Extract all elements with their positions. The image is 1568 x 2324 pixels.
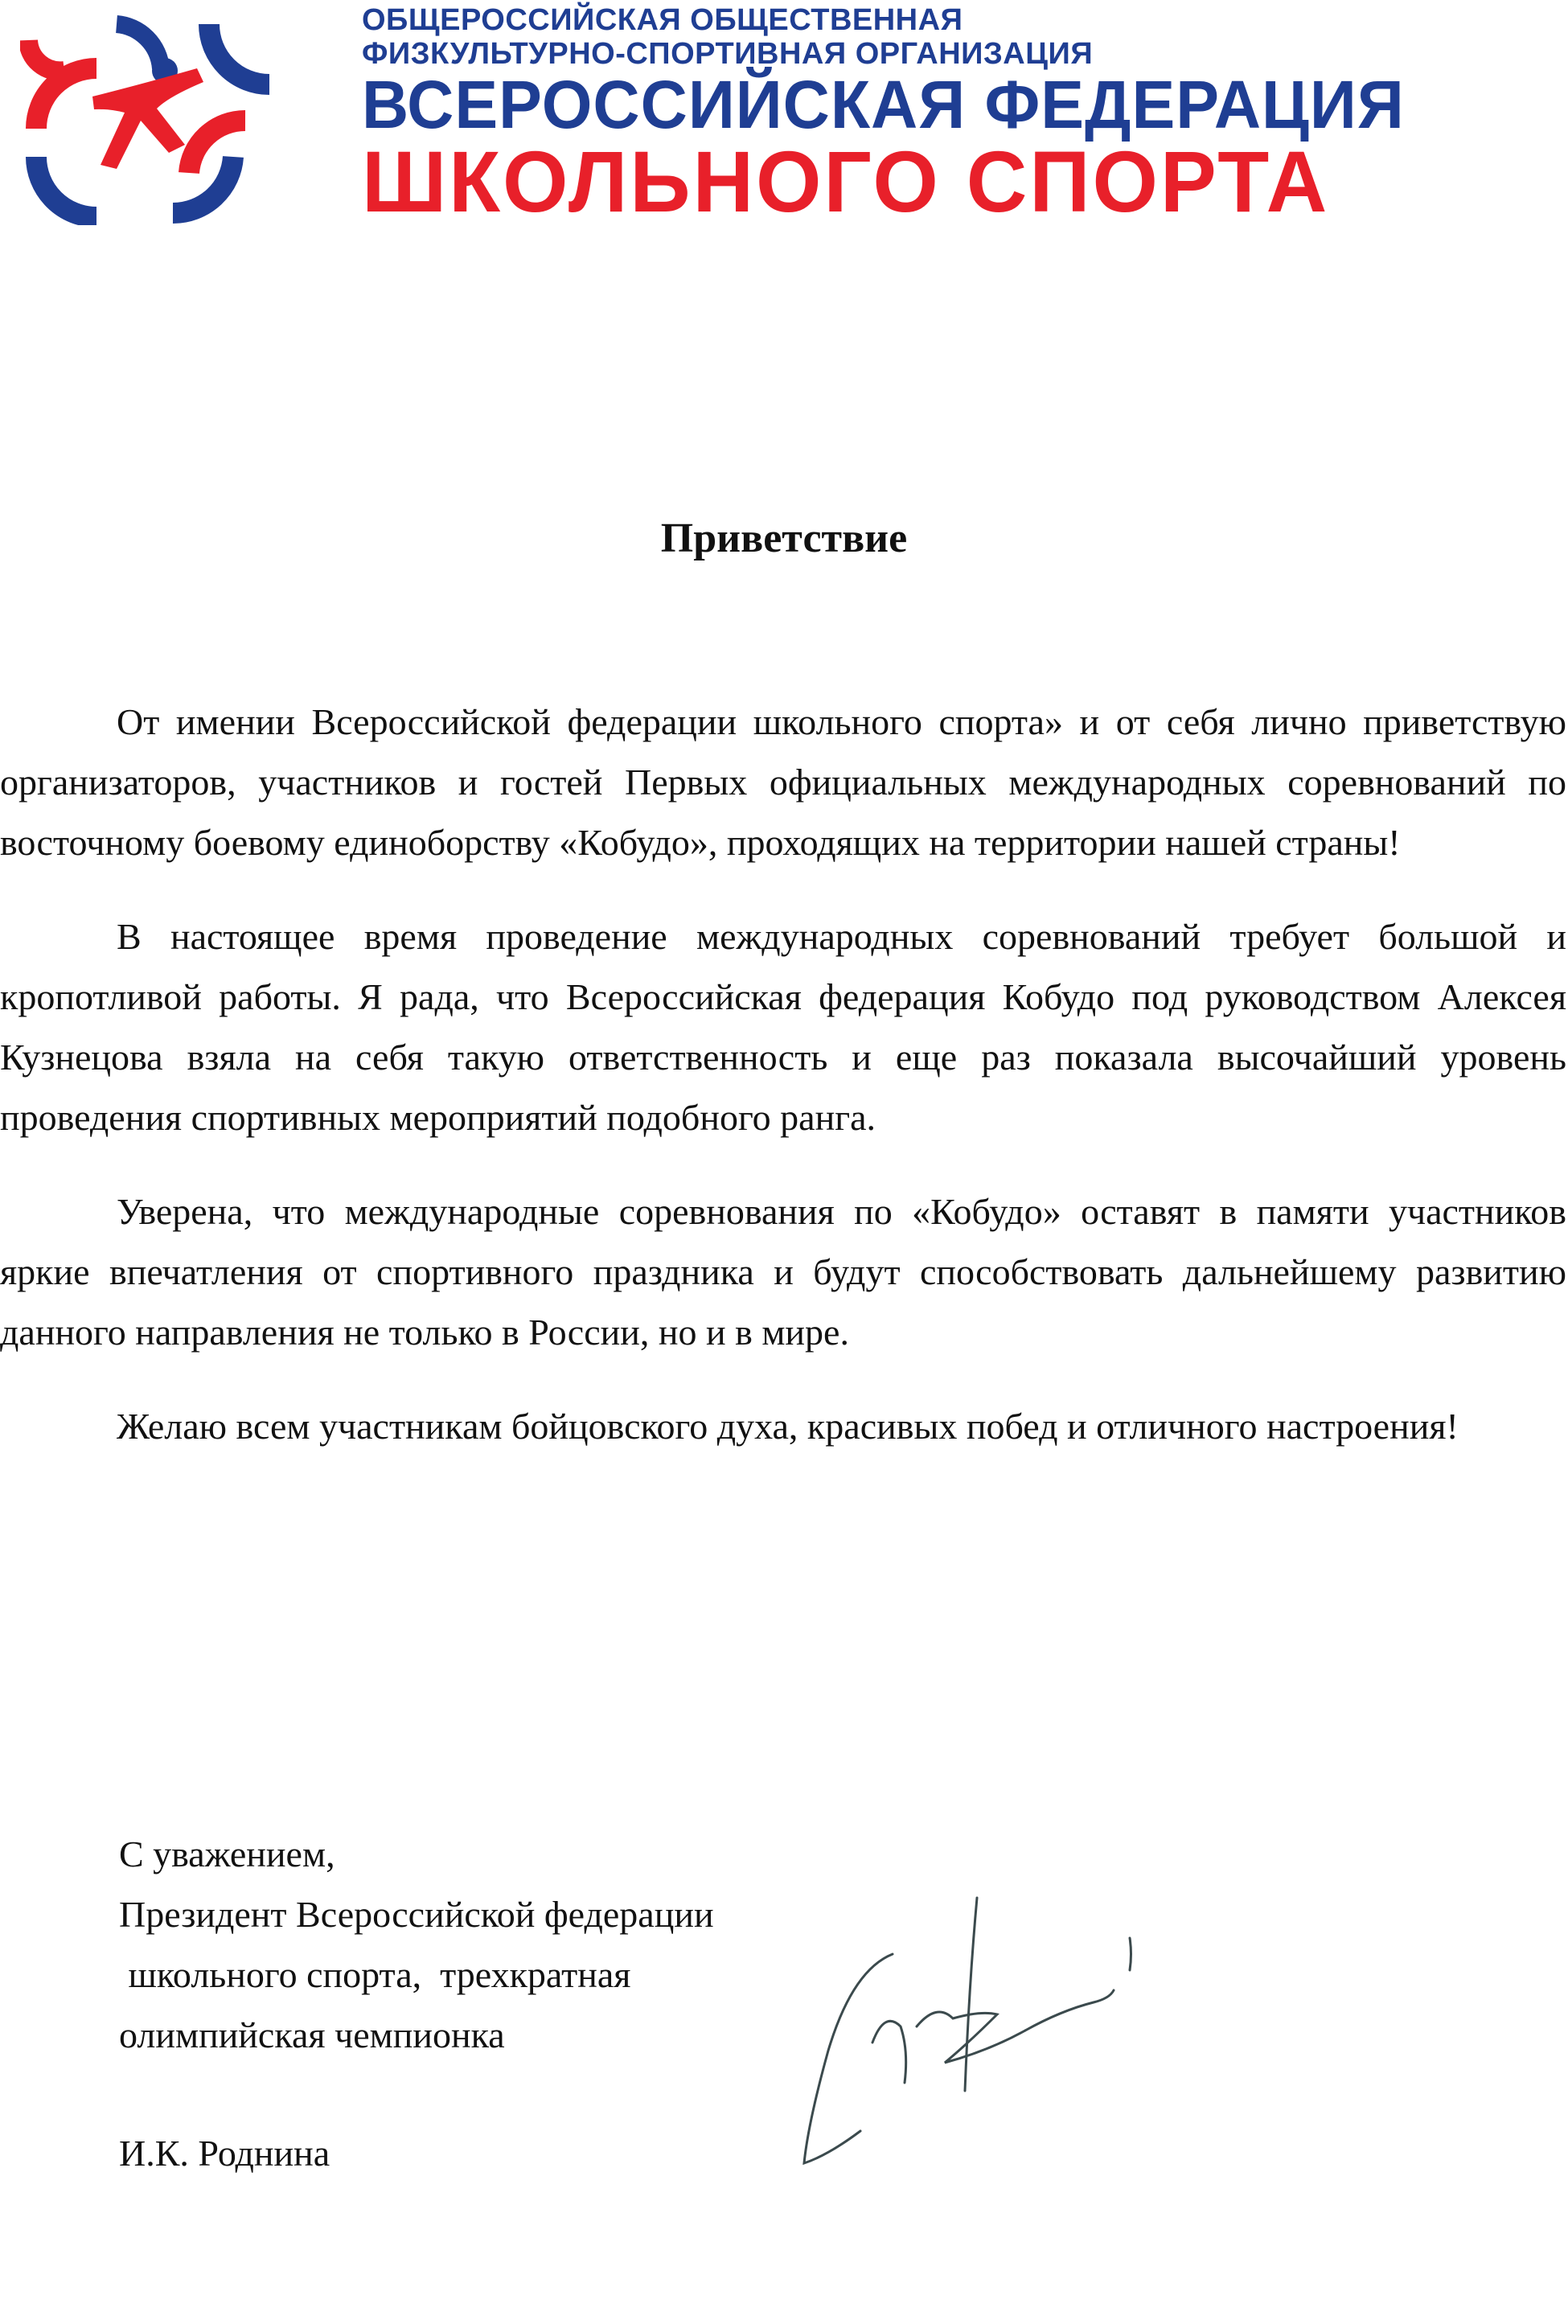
body-paragraph-wishes: Желаю всем участникам бойцовского духа, красивых побед и отличного настроения!: [117, 1406, 1459, 1447]
closing-phrase: С уважением,: [119, 1833, 335, 1874]
school-sport-federation-emblem-icon: [20, 8, 285, 225]
handwritten-signature-icon: [796, 1890, 1214, 2211]
signer-position-line-1: Президент Всероссийской федерации: [119, 1894, 714, 1935]
signature-block: [119, 1824, 714, 2065]
signer-position-line-3: олимпийская чемпионка: [119, 2014, 505, 2055]
org-type-line-2: ФИЗКУЛЬТУРНО-СПОРТИВНАЯ ОРГАНИЗАЦИЯ: [362, 37, 1094, 71]
body-paragraph: В настоящее время проведение международных соревнований требует большой и кропотливой работы. Я рада, что Всероссийская федерация Кобудо под руководством Алексея Кузнецова взяла на себя такую ответственность и еще раз показала высочайший уровень проведения спортивных мероприятий подобного ранга.: [0, 916, 1566, 1138]
signer-position-line-2: школьного спорта, трехкратная: [119, 1954, 631, 1995]
org-type-line-1: ОБЩЕРОССИЙСКАЯ ОБЩЕСТВЕННАЯ: [362, 3, 963, 37]
signer-name: И.К. Роднина: [119, 2133, 330, 2174]
body-paragraph: Уверена, что международные соревнования по «Кобудо» оставят в памяти участников яркие впечатления от спортивного праздника и будут способствовать дальнейшему развитию данного направления не только в России, но и в мире.: [0, 1191, 1566, 1353]
organization-name: [354, 0, 1405, 233]
letterhead: [0, 0, 1568, 257]
letter-body: [0, 692, 1566, 1490]
document-title: Приветствие: [660, 515, 908, 561]
body-paragraph: От имении Всероссийской федерации школьного спорта» и от себя лично приветствую организаторов, участников и гостей Первых официальных международных соревнований по восточному боевому единоборству «Кобудо», проходящих на территории нашей страны!: [0, 701, 1566, 863]
org-name-line-2: ШКОЛЬНОГО СПОРТА: [362, 133, 1330, 230]
org-name-line-1: ВСЕРОССИЙСКАЯ ФЕДЕРАЦИЯ: [362, 67, 1405, 142]
